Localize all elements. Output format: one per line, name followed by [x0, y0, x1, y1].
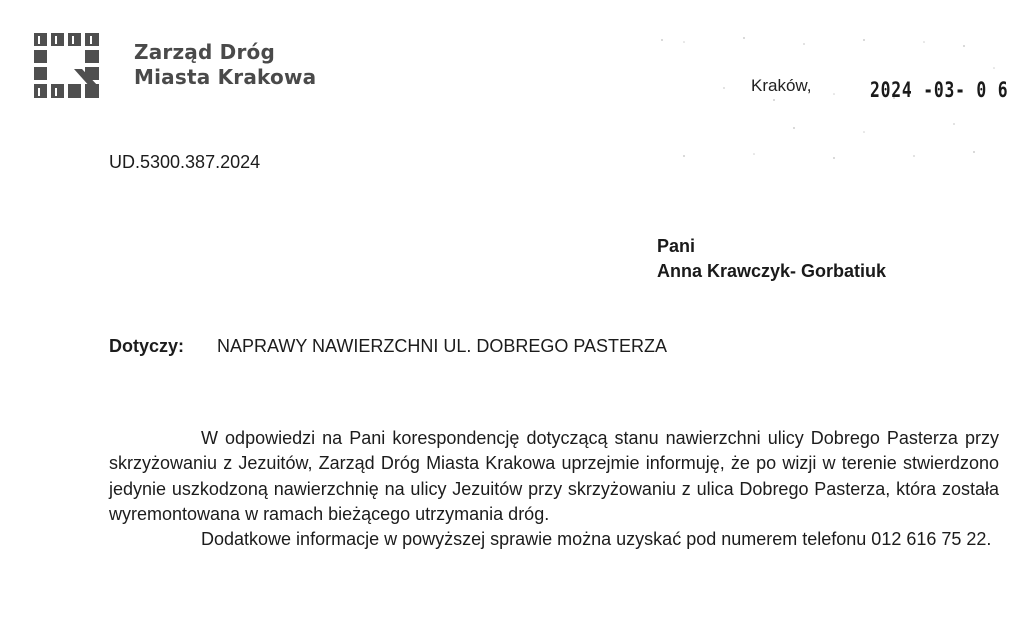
- place-and-date: [751, 76, 1009, 102]
- subject-line: [109, 336, 668, 357]
- date-stamp: 2024 -03- 0 6: [870, 78, 1009, 102]
- subject-text: NAPRAWY NAWIERZCHNI UL. DOBREGO PASTERZA: [217, 336, 668, 356]
- org-name-line1: Zarząd Dróg: [134, 40, 275, 64]
- recipient-block: [657, 234, 886, 284]
- recipient-name: Anna Krawczyk- Gorbatiuk: [657, 261, 887, 281]
- reference-number: UD.5300.387.2024: [109, 152, 261, 172]
- subject-label: Dotyczy:: [109, 336, 185, 356]
- body-paragraph: Dodatkowe informacje w powyższej sprawie można uzyskać pod numerem telefonu 012 616 75 22.: [201, 529, 992, 550]
- recipient-salutation: Pani: [657, 236, 696, 256]
- letter-body: [109, 426, 999, 552]
- org-name-line2: Miasta Krakowa: [134, 65, 317, 89]
- body-paragraph: W odpowiedzi na Pani korespondencję dotyczącą stanu nawierzchni ulicy Dobrego Pasterza przy skrzyżowaniu z Jezuitów, Zarząd Dróg Miasta Krakowa uprzejmie informuję, że po wizji w terenie stwierdzono jedynie uszkodzoną nawierzchnię na ulicy Jezuitów przy skrzyżowaniu z ulica Dobrego Pasterza, która została wyremontowana w ramach bieżącego utrzymania dróg.: [109, 428, 999, 524]
- zdmk-logo: [34, 33, 102, 101]
- organization-name: [134, 40, 316, 90]
- place: Kraków,: [751, 76, 812, 95]
